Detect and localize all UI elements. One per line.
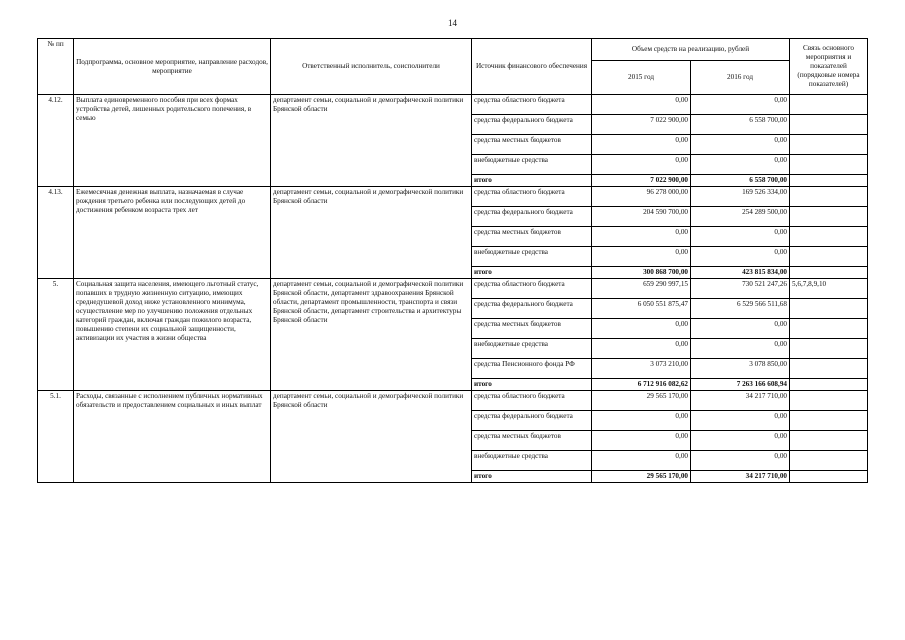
amount-2015: 0,00 xyxy=(592,135,691,155)
amount-2015: 0,00 xyxy=(592,319,691,339)
subprogram-name: Ежемесячная денежная выплата, назначаемая в случае рождения третьего ребенка или последующих детей до достижения ребенком возраста трех лет xyxy=(74,187,271,279)
indicator-link xyxy=(790,339,868,359)
header-volume: Объем средств на реализацию, рублей xyxy=(592,39,790,61)
indicator-link xyxy=(790,299,868,319)
amount-2016: 0,00 xyxy=(691,431,790,451)
header-num: № пп xyxy=(38,39,74,95)
header-sources: Источник финансового обеспечения xyxy=(472,39,592,95)
subprogram-name: Социальная защита населения, имеющего льготный статус, попавших в трудную жизненную ситуацию, имеющих среднедушевой доход ниже установленного минимума, осуществление мер по улучшению положения отдельных категорий граждан, включая граждан пожилого возраста, повышению степени их социальной защищенности, активизации их участия в жизни общества xyxy=(74,279,271,391)
funding-source: внебюджетные средства xyxy=(472,155,592,175)
amount-2016: 7 263 166 608,94 xyxy=(691,379,790,391)
amount-2015: 0,00 xyxy=(592,227,691,247)
funding-source: средства федерального бюджета xyxy=(472,115,592,135)
amount-2016: 0,00 xyxy=(691,411,790,431)
amount-2016: 6 558 700,00 xyxy=(691,175,790,187)
amount-2015: 0,00 xyxy=(592,451,691,471)
executor-name: департамент семьи, социальной и демографической политики Брянской области xyxy=(271,95,472,187)
indicator-link xyxy=(790,379,868,391)
executor-name: департамент семьи, социальной и демографической политики Брянской области xyxy=(271,391,472,483)
amount-2016: 0,00 xyxy=(691,227,790,247)
amount-2016: 0,00 xyxy=(691,451,790,471)
amount-2015: 204 590 700,00 xyxy=(592,207,691,227)
amount-2015: 29 565 170,00 xyxy=(592,471,691,483)
funding-source: средства федерального бюджета xyxy=(472,411,592,431)
indicator-link xyxy=(790,227,868,247)
total-label: итого xyxy=(472,379,592,391)
funding-source: средства местных бюджетов xyxy=(472,227,592,247)
row-number: 5. xyxy=(38,279,74,391)
amount-2015: 0,00 xyxy=(592,431,691,451)
amount-2016: 0,00 xyxy=(691,155,790,175)
indicator-link xyxy=(790,359,868,379)
row-number: 5.1. xyxy=(38,391,74,483)
indicator-link xyxy=(790,175,868,187)
funding-source: средства федерального бюджета xyxy=(472,207,592,227)
header-year-2015: 2015 год xyxy=(592,61,691,95)
amount-2015: 29 565 170,00 xyxy=(592,391,691,411)
total-label: итого xyxy=(472,471,592,483)
amount-2016: 423 815 834,00 xyxy=(691,267,790,279)
indicator-link xyxy=(790,267,868,279)
table-row xyxy=(38,95,868,115)
amount-2016: 6 529 566 511,68 xyxy=(691,299,790,319)
amount-2015: 0,00 xyxy=(592,247,691,267)
funding-source: средства областного бюджета xyxy=(472,95,592,115)
amount-2016: 0,00 xyxy=(691,319,790,339)
amount-2016: 169 526 334,00 xyxy=(691,187,790,207)
amount-2016: 0,00 xyxy=(691,247,790,267)
funding-source: средства областного бюджета xyxy=(472,279,592,299)
indicator-link xyxy=(790,187,868,207)
table-row xyxy=(38,391,868,411)
funding-source: средства областного бюджета xyxy=(472,391,592,411)
indicator-link xyxy=(790,391,868,411)
indicator-link xyxy=(790,431,868,451)
indicator-link: 5,6,7,8,9,10 xyxy=(790,279,868,299)
header-subprogram: Подпрограмма, основное мероприятие, направление расходов, мероприятие xyxy=(74,39,271,95)
indicator-link xyxy=(790,471,868,483)
amount-2015: 0,00 xyxy=(592,411,691,431)
funding-source: средства местных бюджетов xyxy=(472,319,592,339)
funding-source: средства областного бюджета xyxy=(472,187,592,207)
indicator-link xyxy=(790,155,868,175)
amount-2015: 6 050 551 875,47 xyxy=(592,299,691,319)
table-header xyxy=(38,39,868,95)
subprogram-name: Расходы, связанные с исполнением публичных нормативных обязательств и предоставлением социальных и иных выплат xyxy=(74,391,271,483)
funding-source: средства федерального бюджета xyxy=(472,299,592,319)
funding-source: средства Пенсионного фонда РФ xyxy=(472,359,592,379)
row-number: 4.13. xyxy=(38,187,74,279)
table-row xyxy=(38,187,868,207)
table-row xyxy=(38,279,868,299)
indicator-link xyxy=(790,95,868,115)
header-link: Связь основного мероприятия и показателей (порядковые номера показателей) xyxy=(790,39,868,95)
amount-2015: 0,00 xyxy=(592,339,691,359)
table-body xyxy=(38,95,868,483)
amount-2015: 0,00 xyxy=(592,155,691,175)
total-label: итого xyxy=(472,267,592,279)
funding-source: средства местных бюджетов xyxy=(472,135,592,155)
page-number: 14 xyxy=(448,18,457,28)
amount-2015: 6 712 916 082,62 xyxy=(592,379,691,391)
header-year-2016: 2016 год xyxy=(691,61,790,95)
subprogram-name: Выплата единовременного пособия при всех формах устройства детей, лишенных родительского попечения, в семью xyxy=(74,95,271,187)
program-table xyxy=(37,38,868,483)
amount-2015: 0,00 xyxy=(592,95,691,115)
funding-source: внебюджетные средства xyxy=(472,339,592,359)
amount-2016: 0,00 xyxy=(691,339,790,359)
total-label: итого xyxy=(472,175,592,187)
amount-2015: 659 290 997,15 xyxy=(592,279,691,299)
indicator-link xyxy=(790,411,868,431)
amount-2016: 3 078 850,00 xyxy=(691,359,790,379)
indicator-link xyxy=(790,135,868,155)
amount-2016: 6 558 700,00 xyxy=(691,115,790,135)
executor-name: департамент семьи, социальной и демографической политики Брянской области, департамент здравоохранения Брянской области, департамент промышленности, транспорта и связи Брянской области, департамент строительства и архитектуры Брянской области xyxy=(271,279,472,391)
executor-name: департамент семьи, социальной и демографической политики Брянской области xyxy=(271,187,472,279)
amount-2016: 34 217 710,00 xyxy=(691,391,790,411)
amount-2015: 7 022 900,00 xyxy=(592,175,691,187)
funding-source: внебюджетные средства xyxy=(472,247,592,267)
amount-2015: 300 868 700,00 xyxy=(592,267,691,279)
indicator-link xyxy=(790,247,868,267)
indicator-link xyxy=(790,319,868,339)
amount-2016: 254 289 500,00 xyxy=(691,207,790,227)
funding-source: средства местных бюджетов xyxy=(472,431,592,451)
amount-2015: 96 278 000,00 xyxy=(592,187,691,207)
indicator-link xyxy=(790,207,868,227)
amount-2016: 34 217 710,00 xyxy=(691,471,790,483)
amount-2016: 730 521 247,26 xyxy=(691,279,790,299)
funding-source: внебюджетные средства xyxy=(472,451,592,471)
amount-2016: 0,00 xyxy=(691,95,790,115)
amount-2015: 3 073 210,00 xyxy=(592,359,691,379)
amount-2016: 0,00 xyxy=(691,135,790,155)
indicator-link xyxy=(790,115,868,135)
header-executor: Ответственный исполнитель, соисполнители xyxy=(271,39,472,95)
row-number: 4.12. xyxy=(38,95,74,187)
indicator-link xyxy=(790,451,868,471)
amount-2015: 7 022 900,00 xyxy=(592,115,691,135)
